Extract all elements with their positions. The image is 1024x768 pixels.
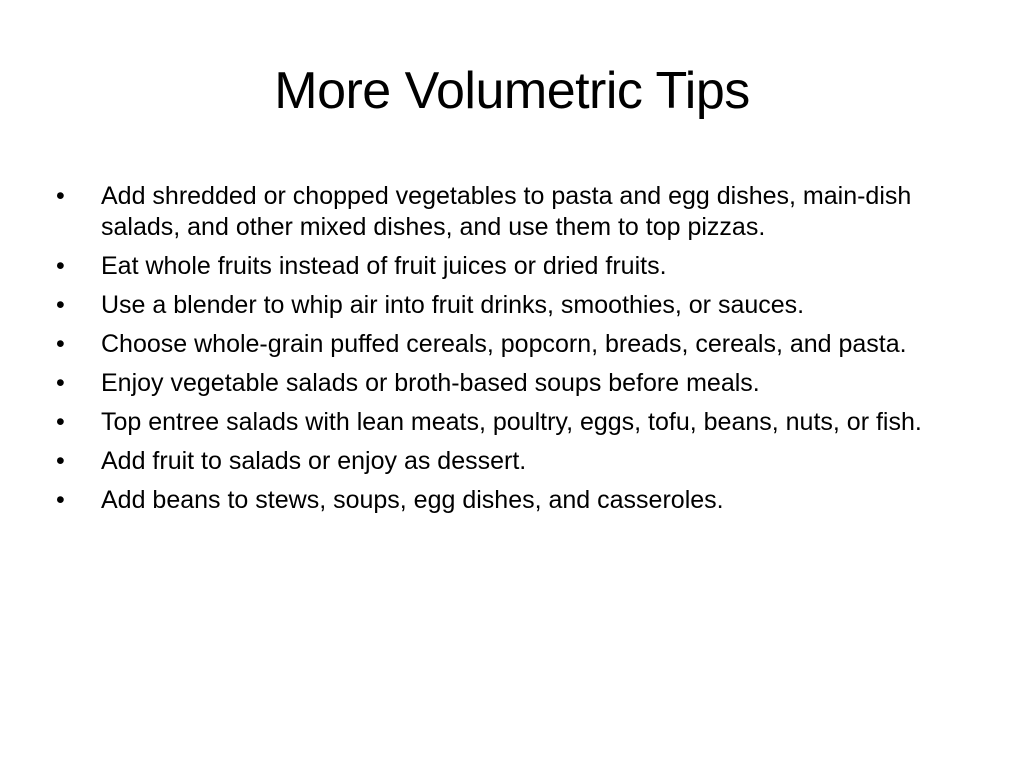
bullet-marker: • [56,182,65,210]
bullet-text: Enjoy vegetable salads or broth-based soups before meals. [101,369,760,397]
bullet-text: Add fruit to salads or enjoy as dessert. [101,447,527,475]
bullet-item [56,290,966,321]
bullet-item [56,485,966,516]
bullet-text: Choose whole-grain puffed cereals, popcorn, breads, cereals, and pasta. [101,330,907,358]
bullet-marker: • [56,447,65,475]
bullet-text: Use a blender to whip air into fruit drinks, smoothies, or sauces. [101,291,805,319]
bullet-list [56,181,966,524]
bullet-marker: • [56,486,65,514]
bullet-item [56,446,966,477]
slide-title: More Volumetric Tips [274,62,750,120]
bullet-item [56,329,966,360]
bullet-marker: • [56,252,65,280]
bullet-text: Eat whole fruits instead of fruit juices or dried fruits. [101,252,667,280]
bullet-marker: • [56,369,65,397]
bullet-item [56,251,966,282]
bullet-text: Add beans to stews, soups, egg dishes, and casseroles. [101,486,724,514]
bullet-marker: • [56,330,65,358]
bullet-item [56,407,966,438]
bullet-marker: • [56,408,65,436]
bullet-marker: • [56,291,65,319]
bullet-item [56,181,966,243]
bullet-item [56,368,966,399]
bullet-text: Top entree salads with lean meats, poultry, eggs, tofu, beans, nuts, or fish. [101,408,922,436]
bullet-text: Add shredded or chopped vegetables to pasta and egg dishes, main-dish salads, and other mixed dishes, and use them to top pizzas. [101,182,912,241]
